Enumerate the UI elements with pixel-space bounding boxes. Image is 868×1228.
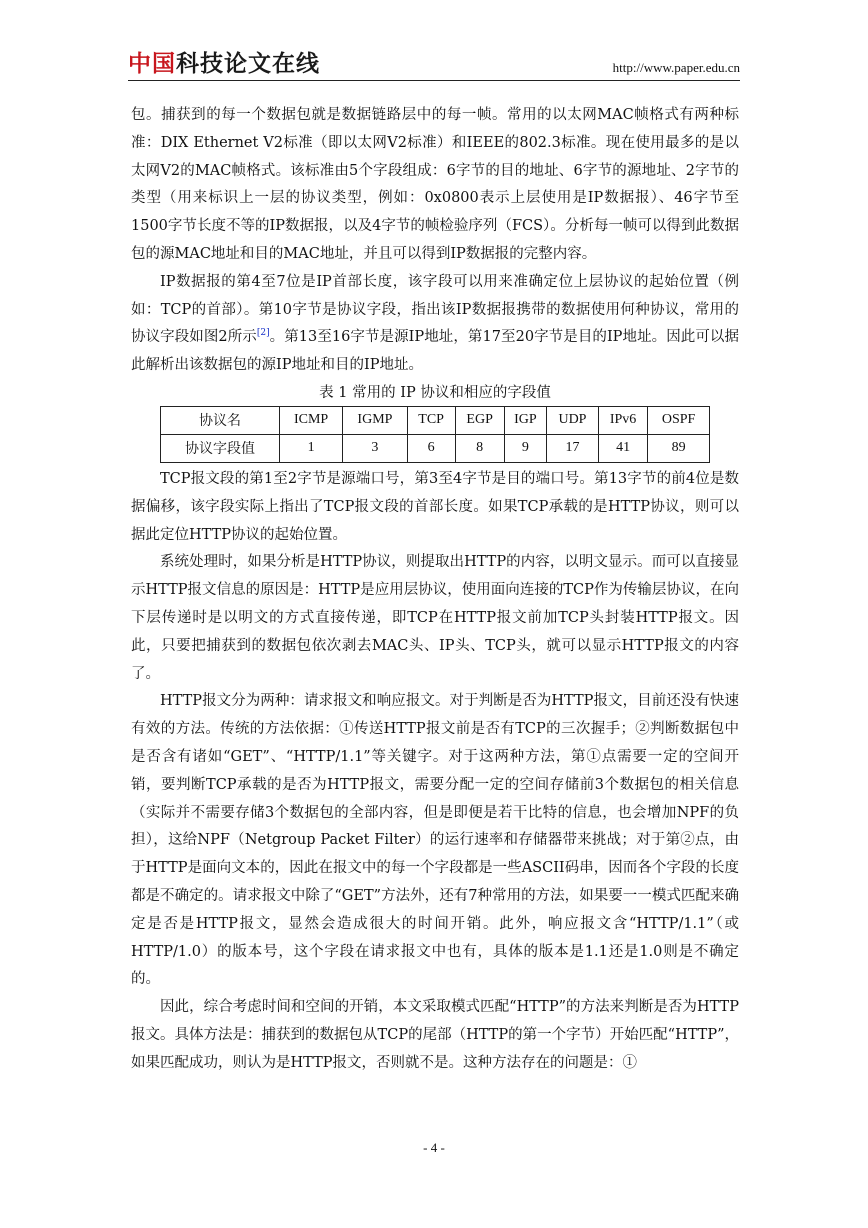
- table-row: [161, 406, 710, 434]
- table-cell: 9: [504, 434, 546, 462]
- table-cell: TCP: [407, 406, 455, 434]
- paragraph-2-part-1: IP数据报的第4至7位是IP首部长度，该字段可以用来准确定位上层协议的起始位置（例如：TCP的首部）。第10字节是协议字段，指出该IP数据报携带的数据使用何种协议，常用的协议字段如图2所示: [131, 273, 739, 346]
- page-header: [128, 50, 740, 80]
- paragraph-3: TCP报文段的第1至2字节是源端口号，第3至4字节是目的端口号。第13字节的前4位是数据偏移，该字段实际上指出了TCP报文段的首部长度。如果TCP承载的是HTTP协议，则可以据此定位HTTP协议的起始位置。: [131, 470, 739, 543]
- table-cell: 41: [598, 434, 647, 462]
- table-cell: 3: [343, 434, 408, 462]
- table-cell: OSPF: [648, 406, 710, 434]
- table-cell: 协议名: [161, 406, 280, 434]
- header-rule: [128, 80, 740, 81]
- paragraph-4: 系统处理时，如果分析是HTTP协议，则提取出HTTP的内容，以明文显示。而可以直接显示HTTP报文信息的原因是：HTTP是应用层协议，使用面向连接的TCP作为传输层协议，在向下层传递时是以明文的方式直接传递，即TCP在HTTP报文前加TCP头封装HTTP报文。因此，只要把捕获到的数据包依次剥去MAC头、IP头、TCP头，就可以显示HTTP报文的内容了。: [131, 554, 739, 682]
- paragraph-1: 包。捕获到的每一个数据包就是数据链路层中的每一帧。常用的以太网MAC帧格式有两种标准：DIX Ethernet V2标准（即以太网V2标准）和IEEE的802.3标准。现在使用最多的是以太网V2的MAC帧格式。该标准由5个字段组成：6字节的目的地址、6字节的源地址、2字节的类型（用来标识上一层的协议类型，例如：0x0800表示上层使用是IP数据报）、46字节至1500字节长度不等的IP数据报，以及4字节的帧检验序列（FCS）。分析每一帧可以得到此数据包的源MAC地址和目的MAC地址，并且可以得到IP数据报的完整内容。: [131, 107, 739, 262]
- page-number: - 4 -: [423, 1140, 445, 1155]
- citation-link[interactable]: [2]: [256, 328, 270, 339]
- table-cell: IPv6: [598, 406, 647, 434]
- table-cell: 协议字段值: [161, 434, 280, 462]
- article-body: [131, 102, 739, 1078]
- table-cell: 8: [455, 434, 504, 462]
- table-cell: 17: [546, 434, 598, 462]
- table-cell: 89: [648, 434, 710, 462]
- table-cell: IGP: [504, 406, 546, 434]
- paragraph-2-part-2: 。第13至16字节是源IP地址，第17至20字节是目的IP地址。因此可以据此解析出该数据包的源IP地址和目的IP地址。: [131, 329, 739, 374]
- header-url: http://www.paper.edu.cn: [612, 60, 740, 75]
- table-cell: 6: [407, 434, 455, 462]
- logo-text-black: 科技论文在线: [176, 51, 320, 77]
- table-cell: 1: [280, 434, 343, 462]
- paragraph-5: HTTP报文分为两种：请求报文和响应报文。对于判断是否为HTTP报文，目前还没有快速有效的方法。传统的方法依据：①传送HTTP报文前是否有TCP的三次握手；②判断数据包中是否含有诸如“GET”、“HTTP/1.1”等关键字。对于这两种方法，第①点需要一定的空间开销，要判断TCP承载的是否为HTTP报文，需要分配一定的空间存储前3个数据包的相关信息（实际并不需要存储3个数据包的全部内容，但是即便是若干比特的信息，也会增加NPF的负担），这给NPF（Netgroup Packet Filter）的运行速率和存储器带来挑战；对于第②点，由于HTTP是面向文本的，因此在报文中的每一个字段都是一些ASCII码串，因而各个字段的长度都是不确定的。请求报文中除了“GET”方法外，还有7种常用的方法，如果要一一模式匹配来确定是否是HTTP报文，显然会造成很大的时间开销。此外，响应报文含“HTTP/1.1”（或HTTP/1.0）的版本号，这个字段在请求报文中也有，具体的版本是1.1还是1.0则是不确定的。: [131, 693, 739, 988]
- protocol-table: [160, 406, 710, 463]
- paragraph-2: [131, 269, 739, 380]
- site-logo: [128, 50, 320, 78]
- table-row: [161, 434, 710, 462]
- table-cell: IGMP: [343, 406, 408, 434]
- table-caption: 表 1 常用的 IP 协议和相应的字段值: [319, 384, 551, 401]
- paragraph-6: 因此，综合考虑时间和空间的开销，本文采取模式匹配“HTTP”的方法来判断是否为HTTP报文。具体方法是：捕获到的数据包从TCP的尾部（HTTP的第一个字节）开始匹配“HTTP”，如果匹配成功，则认为是HTTP报文，否则就不是。这种方法存在的问题是：①: [131, 999, 739, 1071]
- table-cell: EGP: [455, 406, 504, 434]
- table-cell: ICMP: [280, 406, 343, 434]
- logo-text-red: 中国: [128, 51, 176, 77]
- table-cell: UDP: [546, 406, 598, 434]
